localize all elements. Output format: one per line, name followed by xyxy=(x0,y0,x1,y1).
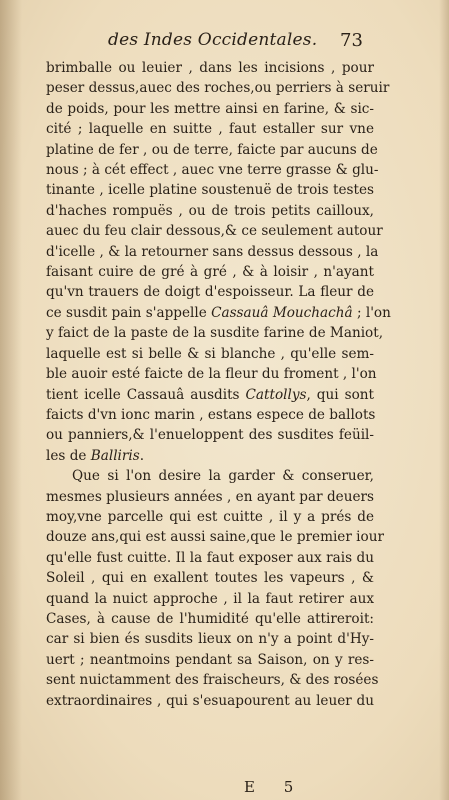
text-line: tinante , icelle platine soustenuë de trois testes xyxy=(46,182,374,199)
italic-term: Balliris xyxy=(90,447,140,464)
text-line: d'haches rompuës , ou de trois petits cailloux, xyxy=(46,202,374,219)
text-line: sent nuictamment des fraischeurs, & des rosées xyxy=(46,672,379,689)
edge-shadow xyxy=(439,0,449,800)
text-line: qu'elle fust cuitte. Il la faut exposer aux rais du xyxy=(46,549,374,566)
text-line: Soleil , qui en exallent toutes les vapeurs , & xyxy=(46,570,374,587)
text-segment: ce susdit pain s'appelle xyxy=(46,304,212,321)
text-line: nous ; à cét effect , auec vne terre grasse & glu- xyxy=(46,162,379,179)
text-line: mesmes plusieurs années , en ayant par deuers xyxy=(46,488,374,505)
text-line: car si bien és susdits lieux on n'y a point d'Hy- xyxy=(46,631,374,648)
text-line xyxy=(46,405,374,425)
text-segment: les de xyxy=(46,447,91,464)
text-line xyxy=(46,364,377,384)
text-line: uert ; neantmoins pendant sa Saison, on y res- xyxy=(46,651,374,668)
paragraph-2 xyxy=(46,466,384,711)
text-segment: y faict de la paste de la susdite farine de Maniot, xyxy=(46,325,384,342)
text-line: cité ; laquelle en suitte , faut estaller sur vne xyxy=(46,121,374,138)
text-line: d'icelle , & la retourner sans dessus dessous , la xyxy=(46,243,379,260)
text-line xyxy=(46,303,391,323)
text-segment: ou panniers,& l'enueloppent des susdites feüil- xyxy=(46,427,374,444)
running-head: des Indes Occidentales. xyxy=(108,30,318,50)
text-line: platine de fer , ou de terre, faicte par aucuns de xyxy=(46,141,378,158)
text-segment: tient icelle Cassauâ ausdits xyxy=(46,386,246,403)
text-line: Que si l'on desire la garder & conseruer, xyxy=(72,468,374,485)
page-number: 73 xyxy=(340,30,363,51)
text-line xyxy=(46,344,374,364)
text-segment: faicts d'vn ionc marin , estans espece de ballots xyxy=(46,406,376,423)
text-segment: . xyxy=(139,447,145,464)
paragraph-1 xyxy=(46,58,391,466)
text-segment: ble auoir esté faicte de la fleur du froment , l'on xyxy=(46,366,377,383)
text-line: moy,vne parcelle qui est cuitte , il y a prés de xyxy=(46,508,374,525)
text-line: Cases, à cause de l'humidité qu'elle attireroit: xyxy=(46,610,374,627)
text-line: peser dessus,auec des roches,ou perriers à seruir xyxy=(46,80,390,97)
text-line: faisant cuire de gré à gré , & à loisir , n'ayant xyxy=(46,264,374,281)
text-line xyxy=(46,323,384,343)
italic-term: Cassauâ Mouchachâ xyxy=(211,304,353,321)
text-segment: laquelle est si belle & si blanche , qu'elle sem- xyxy=(46,345,374,362)
text-segment: , qui sont xyxy=(306,386,374,403)
text-line: de poids, pour les mettre ainsi en farine, & sic- xyxy=(46,100,374,117)
text-line xyxy=(46,446,374,466)
text-line: auec du feu clair dessous,& ce seulement autour xyxy=(46,223,383,240)
italic-term: Cattollys xyxy=(245,386,307,403)
gutter-shadow xyxy=(0,0,22,800)
text-line: qu'vn trauers de doigt d'espoisseur. La fleur de xyxy=(46,284,374,301)
text-line: extraordinaires , qui s'esuapourent au leuer du xyxy=(46,692,374,709)
body-text xyxy=(46,58,391,711)
text-line xyxy=(46,385,374,405)
text-line: brimballe ou leuier , dans les incisions , pour xyxy=(46,60,374,76)
text-line: douze ans,qui est aussi saine,que le premier iour xyxy=(46,529,384,546)
text-segment: ; l'on xyxy=(352,304,391,321)
text-line: quand la nuict approche , il la faut retirer aux xyxy=(46,590,374,607)
signature-mark: E 5 xyxy=(244,778,306,796)
text-line xyxy=(46,425,374,445)
